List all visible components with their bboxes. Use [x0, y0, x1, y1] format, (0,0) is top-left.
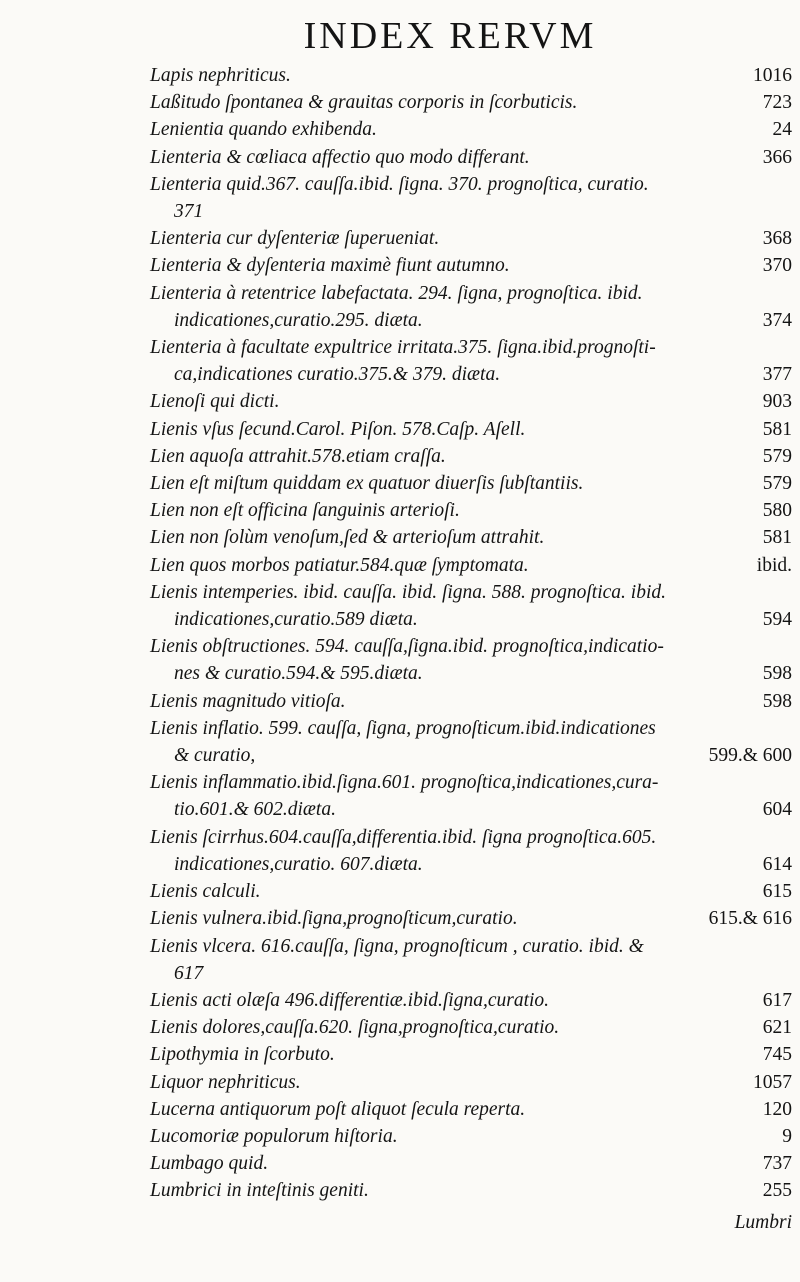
index-entry [150, 824, 792, 851]
entry-page-number: 579 [762, 445, 792, 467]
index-entry [150, 878, 792, 905]
entry-page-number: 580 [762, 500, 792, 522]
index-entry [150, 334, 792, 361]
entry-text: Lienteria à facultate expultrice irritata.375. ſigna.ibid.prognoſti- [150, 337, 656, 359]
entry-text: Lien eſt miſtum quiddam ex quatuor diuerſis ſubſtantiis. [150, 473, 584, 495]
index-entry-continuation [150, 606, 792, 633]
entry-text: indicationes,curatio. 607.diæta. [174, 853, 423, 875]
entry-text: Lienis acti olæſa 496.differentiæ.ibid.ſigna,curatio. [150, 989, 550, 1011]
entry-text: Lien aquoſa attrahit.578.etiam craſſa. [150, 445, 446, 467]
entry-page-number: 255 [762, 1180, 792, 1202]
entry-text: Lienis inflatio. 599. cauſſa, ſigna, prognoſticum.ibid.indicationes [150, 717, 656, 739]
entry-page-number: 9 [782, 1125, 792, 1147]
entry-text: Liquor nephriticus. [150, 1071, 301, 1093]
index-entry [150, 62, 792, 89]
entry-text: Lienis intemperies. ibid. cauſſa. ibid. ſigna. 588. prognoſtica. ibid. [150, 581, 667, 603]
index-entry [150, 252, 792, 279]
entry-text: Lienis inflammatio.ibid.ſigna.601. prognoſtica,indicationes,cura- [150, 772, 659, 794]
entry-text: indicationes,curatio.295. diæta. [174, 309, 423, 331]
index-entry [150, 1177, 792, 1204]
entry-page-number: 614 [762, 853, 792, 875]
entry-page-number: 368 [762, 228, 792, 250]
index-entry-continuation [150, 198, 792, 225]
index-entry [150, 144, 792, 171]
entry-text: ca,indicationes curatio.375.& 379. diæta. [174, 364, 501, 386]
index-entry [150, 280, 792, 307]
index-entry-continuation [150, 796, 792, 823]
index-entry [150, 1014, 792, 1041]
entry-page-number: 24 [772, 119, 792, 141]
entry-text: Lienis dolores,cauſſa.620. ſigna,prognoſtica,curatio. [150, 1017, 560, 1039]
entry-page-number: ibid. [756, 554, 792, 576]
entry-text: 617 [174, 962, 204, 984]
entry-page-number: 1057 [753, 1071, 792, 1093]
entry-text: tio.601.& 602.diæta. [174, 799, 336, 821]
entry-text: Lienteria quid.367. cauſſa.ibid. ſigna. 370. prognoſtica, curatio. [150, 173, 649, 195]
entry-page-number: 599.& 600 [708, 745, 792, 767]
index-entry [150, 171, 792, 198]
index-entry [150, 1069, 792, 1096]
entry-page-number: 604 [762, 799, 792, 821]
entry-text: Lienis calculi. [150, 881, 261, 903]
index-entry-continuation [150, 660, 792, 687]
index-entry [150, 470, 792, 497]
entry-page-number: 1016 [753, 65, 792, 86]
entry-page-number: 745 [762, 1044, 792, 1066]
index-entry [150, 769, 792, 796]
entry-text: Lienteria & dyſenteria maximè fiunt autumno. [150, 255, 510, 277]
entry-text: Lapis nephriticus. [150, 65, 291, 86]
entry-text: Lien quos morbos patiatur.584.quæ ſymptomata. [150, 554, 529, 576]
index-entry [150, 524, 792, 551]
entry-page-number: 581 [762, 418, 792, 440]
entry-text: Lien non eſt officina ſanguinis arterioſi. [150, 500, 460, 522]
entry-page-number: 374 [762, 309, 792, 331]
entry-text: Lienis vulnera.ibid.ſigna,prognoſticum,curatio. [150, 908, 518, 930]
index-entry [150, 497, 792, 524]
index-entry [150, 1150, 792, 1177]
entry-text: Lienis vſus ſecund.Carol. Piſon. 578.Caſp. Aſell. [150, 418, 526, 440]
entry-text: Lienteria à retentrice labefactata. 294. ſigna, prognoſtica. ibid. [150, 282, 643, 304]
entry-text: Lucerna antiquorum poſt aliquot ſecula reperta. [150, 1098, 526, 1120]
index-entry [150, 633, 792, 660]
entry-text: Lenientia quando exhibenda. [150, 119, 377, 141]
index-entry [150, 89, 792, 116]
entry-text: Lienis magnitudo vitioſa. [150, 690, 346, 712]
entry-text: & curatio, [174, 745, 256, 767]
entry-text: Lumbrici in inteſtinis geniti. [150, 1180, 369, 1202]
index-entry-continuation [150, 361, 792, 388]
entry-text: nes & curatio.594.& 595.diæta. [174, 663, 423, 685]
entry-page-number: 615 [762, 881, 792, 903]
entry-page-number: 617 [762, 989, 792, 1011]
index-entry [150, 715, 792, 742]
entry-page-number: 366 [762, 146, 792, 168]
entry-page-number: 598 [762, 663, 792, 685]
entry-page-number: 377 [762, 364, 792, 386]
entry-text: indicationes,curatio.589 diæta. [174, 609, 418, 631]
entry-page-number: 598 [762, 690, 792, 712]
entry-text: Lienis vlcera. 616.cauſſa, ſigna, prognoſticum , curatio. ibid. & [150, 935, 644, 957]
entry-page-number: 903 [762, 391, 792, 413]
index-entry-continuation [150, 307, 792, 334]
index-entry-continuation [150, 960, 792, 987]
index-entry [150, 1096, 792, 1123]
index-entry [150, 905, 792, 932]
index-entries [150, 62, 792, 1205]
index-entry-continuation [150, 742, 792, 769]
entry-text: Lumbago quid. [150, 1153, 269, 1175]
index-entry [150, 388, 792, 415]
index-entry [150, 688, 792, 715]
entry-text: Lienoſi qui dicti. [150, 391, 280, 413]
entry-text: Lienis obſtructiones. 594. cauſſa,ſigna.ibid. prognoſtica,indicatio- [150, 636, 664, 658]
catchword: Lumbri [734, 1212, 792, 1233]
entry-page-number: 581 [762, 527, 792, 549]
entry-page-number: 594 [762, 609, 792, 631]
index-entry [150, 1123, 792, 1150]
entry-text: Lipothymia in ſcorbuto. [150, 1044, 335, 1066]
index-entry [150, 579, 792, 606]
index-entry [150, 933, 792, 960]
entry-text: 371 [174, 201, 204, 223]
entry-text: Laßitudo ſpontanea & grauitas corporis in ſcorbuticis. [150, 92, 578, 114]
index-entry [150, 987, 792, 1014]
entry-text: Lucomoriæ populorum hiſtoria. [150, 1125, 398, 1147]
index-entry-continuation [150, 851, 792, 878]
entry-page-number: 615.& 616 [708, 908, 792, 930]
entry-page-number: 370 [762, 255, 792, 277]
entry-page-number: 737 [762, 1153, 792, 1175]
entry-text: Lienis ſcirrhus.604.cauſſa,differentia.ibid. ſigna prognoſtica.605. [150, 826, 657, 848]
entry-text: Lienteria & cœliaca affectio quo modo differant. [150, 146, 530, 168]
entry-page-number: 579 [762, 473, 792, 495]
index-entry [150, 225, 792, 252]
index-entry [150, 116, 792, 143]
index-entry [150, 443, 792, 470]
index-entry [150, 552, 792, 579]
entry-text: Lienteria cur dyſenteriæ ſuperueniat. [150, 228, 440, 250]
entry-page-number: 723 [762, 92, 792, 114]
entry-text: Lien non ſolùm venoſum,ſed & arterioſum attrahit. [150, 527, 545, 549]
entry-page-number: 621 [762, 1017, 792, 1039]
index-entry [150, 416, 792, 443]
entry-page-number: 120 [762, 1098, 792, 1120]
page-title: INDEX RERVM [303, 15, 597, 57]
index-entry [150, 1041, 792, 1068]
